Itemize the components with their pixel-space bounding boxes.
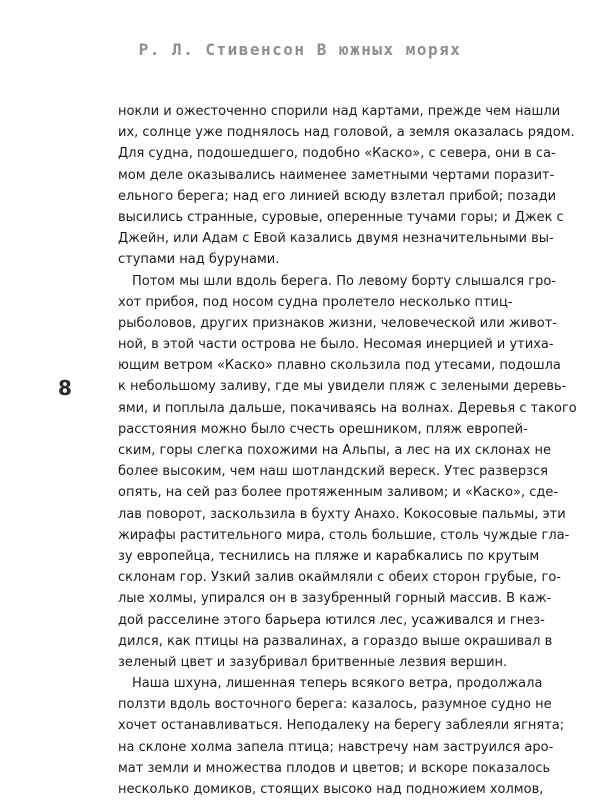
text-line: зу европейца, теснились на пляже и карабкались по крутым [118, 548, 540, 564]
text-line: расстояния можно было счесть орешником, пляж европей- [118, 421, 528, 437]
page-number: 8 [58, 376, 72, 400]
text-line: Потом мы шли вдоль берега. По левому борту слышался гро- [132, 273, 556, 289]
text-line: лав поворот, заскользила в бухту Анахо. Кокосовые пальмы, эти [118, 506, 566, 522]
text-line: дился, как птицы на развалинах, а гораздо выше окрашивал в [118, 633, 553, 649]
text-line: дой расселине этого барьера ютился лес, усаживался и гнез- [118, 612, 545, 628]
text-line: ями, и поплыла дальше, покачиваясь на волнах. Деревья с такого [118, 400, 577, 416]
text-line: несколько домиков, стоящих высоко над подножием холмов, [118, 782, 544, 797]
running-head: Р. Л. Стивенсон В южных морях [138, 40, 462, 59]
text-line: более высоким, чем наш шотландский вереск. Утес разверзся [118, 464, 549, 480]
text-line: ползти вдоль восточного берега: казалось, разумное судно не [118, 697, 552, 713]
body-text [118, 101, 577, 800]
text-line: их, солнце уже поднялось над головой, а земля оказалась рядом. [118, 125, 575, 141]
text-line: мат земли и множества плодов и цветов; и вскоре показалось [118, 760, 551, 776]
text-line: Наша шхуна, лишенная теперь всякого ветра, продолжала [132, 676, 543, 692]
text-line: рыболовов, других признаков жизни, человеческой или живот- [118, 315, 557, 331]
text-line: ной, в этой части острова не было. Несомая инерцией и утиха- [118, 337, 554, 353]
text-line: на склоне холма запела птица; навстречу нам заструился аро- [118, 739, 554, 755]
paragraph [118, 271, 577, 674]
text-line: хочет останавливаться. Неподалеку на берегу заблеяли ягнята; [118, 718, 565, 734]
paragraph [118, 673, 565, 800]
text-line: опять, на сей раз более протяженным заливом; и «Каско», сде- [118, 485, 559, 501]
text-line: зеленый цвет и зазубривал бритвенные лезвия вершин. [118, 654, 508, 670]
text-line: ющим ветром «Каско» плавно скользила под утесами, подошла [118, 358, 561, 374]
paragraph [118, 101, 575, 271]
text-line: лые холмы, упирался он в зазубренный горный массив. В каж- [118, 591, 552, 607]
text-line: мом деле оказывались наименее заметными чертами поразит- [118, 167, 555, 183]
text-line: ельного берега; над его линией всюду взлетал прибой; позади [118, 188, 557, 204]
text-line: к небольшому заливу, где мы увидели пляж с зелеными деревь- [118, 379, 567, 395]
text-line: Джейн, или Адам с Евой казались двумя незначительными вы- [118, 231, 554, 247]
text-line: ступами над бурунами. [118, 252, 280, 268]
text-line: жирафы растительного мира, столь большие, столь чуждые гла- [118, 527, 570, 543]
text-line: нокли и ожесточенно спорили над картами, прежде чем нашли [118, 104, 561, 119]
text-line: хот прибоя, под носом судна пролетело несколько птиц- [118, 294, 513, 310]
text-line: склонам гор. Узкий залив окаймляли с обеих сторон грубые, го- [118, 570, 561, 586]
text-line: ским, горы слегка похожими на Альпы, а лес на их склонах не [118, 443, 551, 458]
text-line: высились странные, суровые, оперенные тучами горы; и Джек с [118, 209, 564, 225]
text-line: Для судна, подошедшего, подобно «Каско», с севера, они в са- [118, 146, 556, 162]
